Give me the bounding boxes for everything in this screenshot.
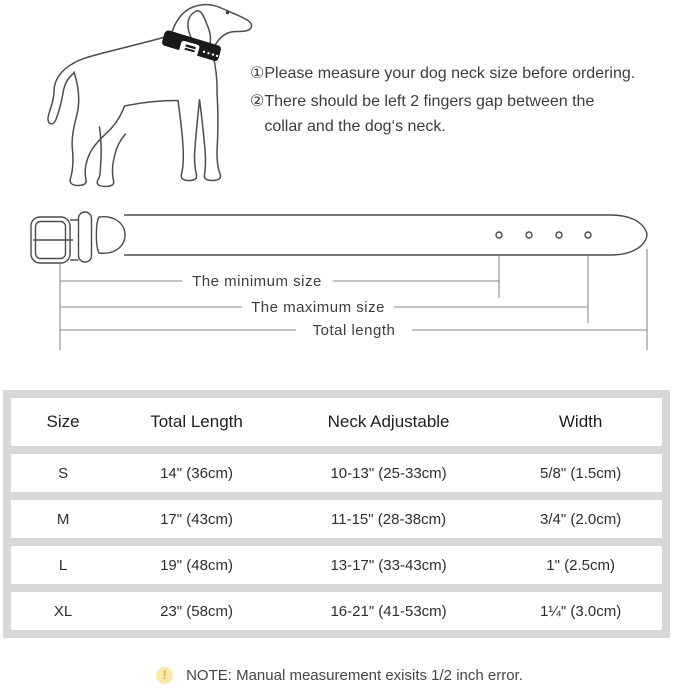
measurement-note bbox=[0, 662, 679, 688]
collar-fold-loop bbox=[96, 217, 125, 254]
cell-total-length: 14" (36cm) bbox=[160, 464, 233, 482]
cell-size: L bbox=[58, 556, 68, 574]
instruction-2-number: ② bbox=[250, 93, 265, 110]
maximum-size-label: The maximum size bbox=[251, 299, 385, 316]
total-length-label: Total length bbox=[312, 322, 396, 339]
table-row-m bbox=[11, 500, 662, 538]
dog-far-front-leg bbox=[178, 100, 200, 181]
cell-width: 1¼" (3.0cm) bbox=[540, 602, 622, 620]
minimum-size-label: The minimum size bbox=[192, 273, 322, 290]
note-text: NOTE: Manual measurement exisits 1/2 inch error. bbox=[186, 666, 523, 684]
collar-keeper bbox=[79, 212, 92, 262]
table-row-s bbox=[11, 454, 662, 492]
dog-chest-front-leg bbox=[200, 55, 221, 181]
header-total-length: Total Length bbox=[150, 412, 243, 431]
cell-width: 3/4" (2.0cm) bbox=[540, 510, 622, 528]
instruction-1-number: ① bbox=[250, 65, 265, 82]
cell-total-length: 19" (48cm) bbox=[160, 556, 233, 574]
cell-neck-adjustable: 10-13" (25-33cm) bbox=[330, 464, 447, 482]
instruction-2-text-line1: There should be left 2 fingers gap between the bbox=[264, 93, 595, 110]
cell-size: XL bbox=[53, 602, 73, 620]
cell-total-length: 23" (58cm) bbox=[160, 602, 233, 620]
cell-neck-adjustable: 13-17" (33-43cm) bbox=[330, 556, 447, 574]
exclamation-icon: ! bbox=[156, 667, 173, 684]
collar-measurement-diagram bbox=[0, 205, 679, 360]
dog-eye bbox=[226, 11, 229, 14]
instruction-2 bbox=[250, 89, 676, 139]
table-header-row bbox=[11, 398, 662, 446]
cell-total-length: 17" (43cm) bbox=[160, 510, 233, 528]
instruction-2-text-line2: collar and the dog‘s neck. bbox=[264, 118, 446, 135]
cell-size: S bbox=[58, 464, 69, 482]
collar-strap bbox=[124, 215, 647, 255]
dog-back bbox=[73, 36, 169, 64]
table-row-xl bbox=[11, 592, 662, 630]
cell-size: M bbox=[56, 510, 70, 528]
dog-far-hind-leg bbox=[97, 127, 125, 187]
collar-holes bbox=[496, 232, 591, 238]
instruction-1 bbox=[250, 61, 676, 86]
header-width: Width bbox=[558, 412, 603, 431]
header-neck-adjustable: Neck Adjustable bbox=[327, 412, 450, 431]
dog-hindquarters-belly bbox=[70, 72, 177, 186]
dog-illustration bbox=[20, 0, 265, 200]
cell-neck-adjustable: 16-21" (41-53cm) bbox=[330, 602, 447, 620]
cell-width: 1" (2.5cm) bbox=[546, 556, 615, 574]
instructions bbox=[250, 61, 676, 142]
table-row-l bbox=[11, 546, 662, 584]
size-table bbox=[3, 390, 670, 638]
cell-width: 5/8" (1.5cm) bbox=[540, 464, 622, 482]
header-size: Size bbox=[46, 412, 80, 431]
dog-tail bbox=[48, 64, 74, 124]
cell-neck-adjustable: 11-15" (28-38cm) bbox=[331, 510, 447, 528]
instruction-1-text: Please measure your dog neck size before ordering. bbox=[264, 65, 636, 82]
